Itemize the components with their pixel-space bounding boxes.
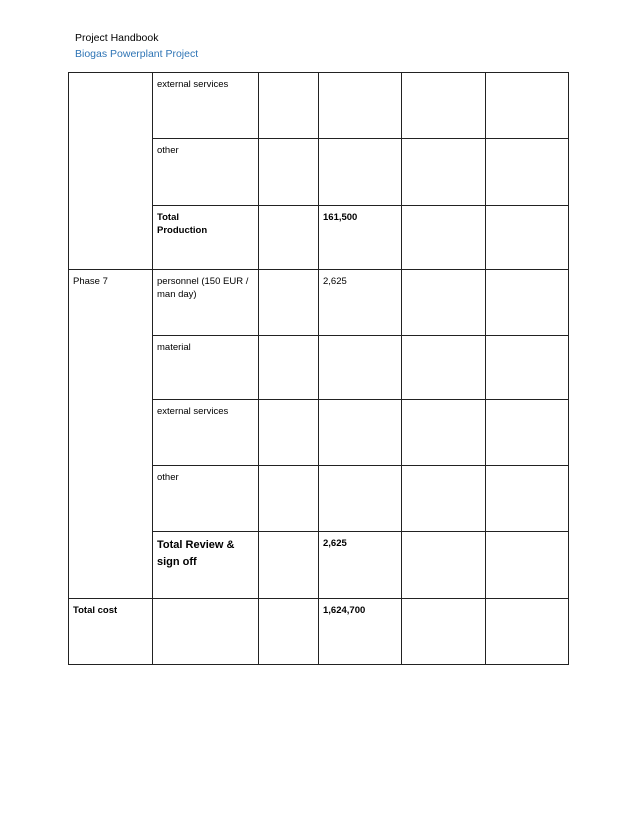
item-cell: Total Review & sign off (153, 532, 259, 599)
value-cell: 2,625 (319, 270, 402, 336)
total-label: Total cost (69, 599, 153, 665)
page-header (75, 30, 198, 62)
item-cell: personnel (150 EUR / man day) (153, 270, 259, 336)
item-cell: other (153, 466, 259, 532)
item-cell: material (153, 336, 259, 400)
item-cell: Total Production (153, 206, 259, 270)
value-cell (319, 139, 402, 206)
phase-cell (69, 73, 153, 270)
item-cell: external services (153, 73, 259, 139)
project-subtitle: Biogas Powerplant Project (75, 48, 199, 60)
value-cell (319, 73, 402, 139)
value-cell: 161,500 (319, 206, 402, 270)
total-value: 1,624,700 (319, 599, 402, 665)
value-cell (319, 466, 402, 532)
cost-table (68, 72, 569, 665)
item-cell: external services (153, 400, 259, 466)
value-cell: 2,625 (319, 532, 402, 599)
value-cell (319, 336, 402, 400)
value-cell (319, 400, 402, 466)
phase-cell: Phase 7 (69, 270, 153, 599)
item-cell: other (153, 139, 259, 206)
table-row (69, 270, 569, 336)
document-title: Project Handbook (75, 32, 159, 44)
total-row (69, 599, 569, 665)
table-row (69, 73, 569, 139)
